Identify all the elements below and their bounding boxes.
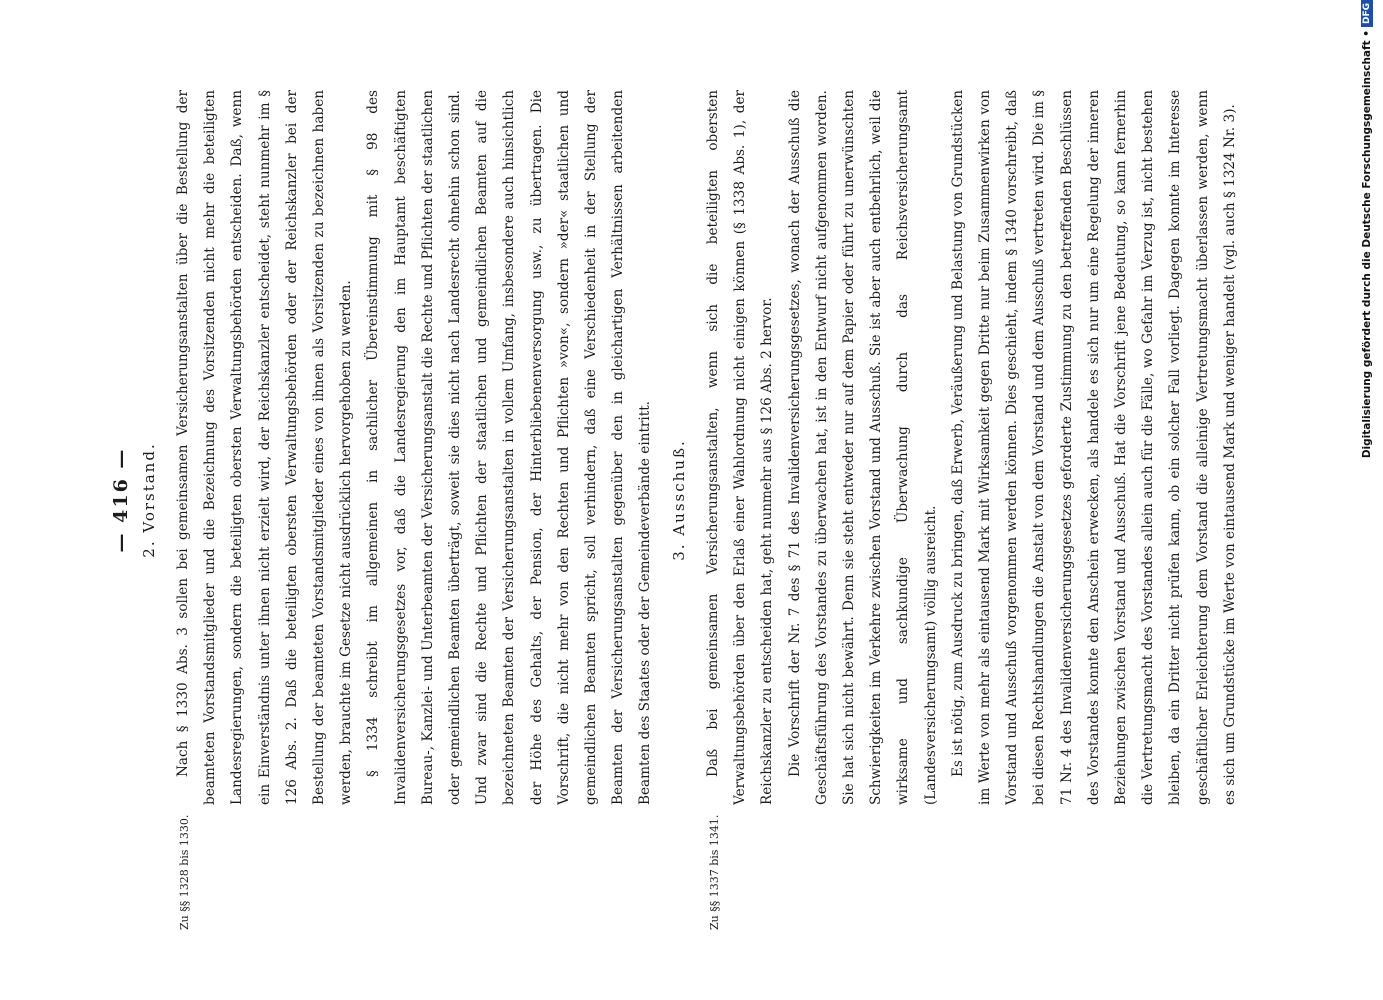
dfg-stamp-inner [1358,0,1376,700]
margin-note-ausschuss: Zu §§ 1337 bis 1341. [708,814,721,930]
section-title-vorstand: 2. Vorstand. [140,442,158,558]
paragraph: Die Vorschrift der Nr. 7 des § 71 des Invalidenversicherungsgesetzes, wonach der Ausschuß die Geschäftsführung des Vorstandes zu überwachen hat, ist in den Entwurf nicht aufgenommen worden. Sie hat sich nicht bewährt. Denn sie steht entweder nur auf dem Papier oder führt zu unerwünschten Schwierigkeiten im Verkehre zwischen Vorstand und Ausschuß. Sie ist aber auch entbehrlich, weil die wirksame und sachkundige Überwachung durch das Reichsversicherungsamt (Landesversicherungsamt) völlig ausreicht. [786,90,939,805]
page-number-header: — 416 — [110,447,132,553]
rotated-page-content [110,70,1320,930]
dfg-logo: DFG [1361,0,1373,27]
dfg-stamp-text: Digitalisierung gefördert durch die Deutsche Forschungsgemeinschaft • [1361,30,1373,459]
section-body-ausschuss [700,90,1244,805]
margin-note-vorstand: Zu §§ 1328 bis 1330. [178,814,191,930]
dfg-stamp [1355,0,1383,1000]
section-body-vorstand [170,90,660,805]
paragraph: § 1334 schreibt im allgemeinen in sachlicher Übereinstimmung mit § 98 des Invalidenversicherungsgesetzes vor, daß die Landesregierung den im Hauptamt beschäftigten Bureau-, Kanzlei- und Unterbeamten der Versicherungsanstalt die Rechte und Pflichten der staatlichen oder gemeindlichen Beamten überträgt, soweit sie dies nicht nach Landesrecht ohnehin schon sind. Und zwar sind die Rechte und Pflichten der staatlichen und gemeindlichen Beamten auf die bezeichneten Beamten der Versicherungsanstalten in vollem Umfang, insbesondere auch hinsichtlich der Höhe des Gehalts, der Pension, der Hinterbliebenenversorgung usw., zu übertragen. Die Vorschrift, die nicht mehr von den Rechten und Pflichten »von«, sondern »der« staatlichen und gemeindlichen Beamten spricht, soll verhindern, daß eine Verschiedenheit in der Stellung der Beamten der Versicherungsanstalten gegenüber den in gleichartigen Verhältnissen arbeitenden Beamten des Staates oder der Gemeindeverbände eintritt. [365,90,654,805]
paragraph: Nach § 1330 Abs. 3 sollen bei gemeinsamen Versicherungsanstalten über die Bestellung der beamteten Vorstandsmitglieder und die Bezeichnung des Vorsitzenden nicht mehr die beteiligten Landesregierungen, sondern die beteiligten obersten Verwaltungsbehörden entscheiden. Daß, wenn ein Einverständnis unter ihnen nicht erzielt wird, der Reichskanzler entscheidet, steht nunmehr im § 126 Abs. 2. Daß die beteiligten obersten Verwaltungsbehörden oder der Reichskanzler bei der Bestellung der beamteten Vorstandsmitglieder eines von ihnen als Vorsitzenden zu bezeichnen haben werden, brauchte im Gesetze nicht ausdrücklich hervorgehoben zu werden. [175,90,355,805]
paragraph: Daß bei gemeinsamen Versicherungsanstalten, wenn sich die beteiligten obersten Verwaltungsbehörden über den Erlaß einer Wahlordnung nicht einigen können (§ 1338 Abs. 1), der Reichskanzler zu entscheiden hat, geht nunmehr aus § 126 Abs. 2 hervor. [705,90,776,805]
section-title-ausschuss: 3. Ausschuß. [670,439,688,561]
paragraph: Es ist nötig, zum Ausdruck zu bringen, daß Erwerb, Veräußerung und Belastung von Grundstücken im Werte von mehr als eintausend Mark mit Wirksamkeit gegen Dritte nur beim Zusammenwirken von Vorstand und Ausschuß vorgenommen werden können. Dies geschieht, indem § 1340 vorschreibt, daß bei diesen Rechtshandlungen die Anstalt von dem Vorstand und dem Ausschuß vertreten wird. Die im § 71 Nr. 4 des Invalidenversicherungsgesetzes geforderte Zustimmung zu den betreffenden Beschlüssen des Vorstandes konnte den Anschein erwecken, als handele es sich nur um eine Regelung der inneren Beziehungen zwischen Vorstand und Ausschuß. Hat die Vorschrift jene Bedeutung, so kann fernerhin die Vertretungsmacht des Vorstandes allein auch für die Fälle, wo Gefahr im Verzug ist, nicht bestehen bleiben, da ein Dritter nicht prüfen kann, ob ein solcher Fall vorliegt. Dagegen konnte im Interesse geschäftlicher Erleichterung dem Vorstand die alleinige Vertretungsmacht überlassen werden, wenn es sich um Grundstücke im Werte von eintausend Mark und weniger handelt (vgl. auch § 1324 Nr. 3). [949,90,1238,805]
